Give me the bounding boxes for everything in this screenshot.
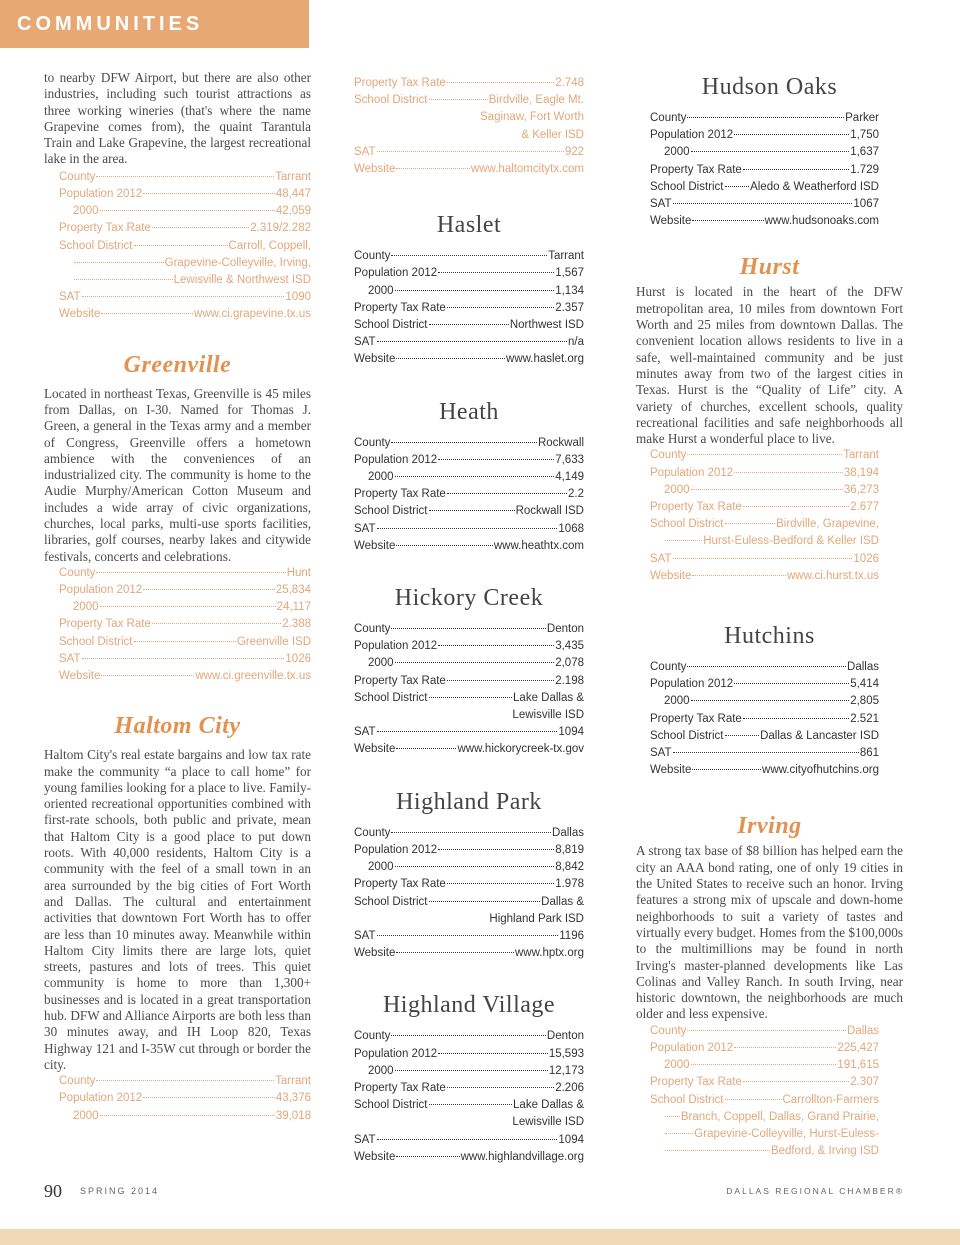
irving-heading: Irving — [737, 813, 802, 840]
stat-sat: SAT 1090 — [59, 291, 311, 304]
stat-county: County Tarrant — [354, 250, 584, 263]
stat-sat: SAT 1068 — [354, 522, 584, 535]
haltom-city-stats-cont — [354, 75, 584, 178]
stat-sat: SAT 922 — [354, 145, 584, 158]
stat-tax-rate: Property Tax Rate 2.748 — [354, 77, 584, 89]
irving-text: A strong tax base of $8 billion has helped earn the city an AAA bond rating, one of only 19 cities in the United States to receive such an honor. Irving features a strong mix of upscale and down-home neighborhoods to suit a variety of tastes and virtually every budget. Homes from the $100,000s to the multimillions may be found in north Irving's master-planned developments like Las Colinas and Valley Ranch. In south Irving, near historic downtown, the neighborhoods are much older and less expensive. — [636, 843, 903, 1022]
heath-heading: Heath — [439, 398, 499, 425]
stat-school-district: School District Dallas & — [354, 895, 584, 908]
stat-tax-rate: Property Tax Rate 2.206 — [354, 1081, 584, 1094]
stat-school-district: School District Greenville ISD — [59, 635, 311, 648]
stat-tax-rate: Property Tax Rate 1.978 — [354, 878, 584, 891]
greenville-heading: Greenville — [123, 351, 232, 378]
stat-school-district-cont: Highland Park ISD — [489, 912, 584, 925]
stat-website: Website www.hudsonoaks.com — [650, 215, 879, 228]
stat-school-district: School District Aledo & Weatherford ISD — [650, 180, 879, 193]
stat-population-2000: 2000 42,059 — [73, 205, 311, 218]
haslet-heading: Haslet — [436, 212, 502, 239]
hickory-creek-stats — [354, 621, 584, 759]
page-number: 90 — [44, 1181, 62, 1201]
hutchins-stats — [636, 659, 903, 779]
stat-tax-rate: Property Tax Rate 2.357 — [354, 301, 584, 314]
hudson-oaks-stats — [636, 110, 903, 230]
stat-school-district-cont: Lewisville ISD — [512, 1116, 584, 1129]
heath-stats — [354, 435, 584, 555]
stat-school-district-cont: Bedford, & Irving ISD — [650, 1143, 879, 1160]
stat-school-district-cont: Hurst-Euless-Bedford & Keller ISD — [650, 533, 879, 550]
highland-village-stats — [354, 1028, 584, 1166]
stat-county: County Dallas — [650, 661, 879, 674]
highland-park-heading: Highland Park — [396, 788, 542, 815]
grapevine-intro-text: to nearby DFW Airport, but there are also other industries, including such tourist attractions as three working wineries (that's where the name Grapevine comes from), the quaint Tarantula Train and Lake Grapevine, the largest recreational lake in the area. — [44, 70, 311, 167]
stat-population-2000: 2000 2,078 — [368, 657, 584, 670]
stat-population-2000: 2000 8,842 — [368, 861, 584, 874]
stat-tax-rate: Property Tax Rate 2.2 — [354, 488, 584, 501]
stat-school-district: School District Lake Dallas & — [354, 691, 584, 704]
stat-school-district: School District Rockwall ISD — [354, 505, 584, 518]
stat-website: Website www.hickorycreek-tx.gov — [354, 743, 584, 756]
greenville-stats — [44, 565, 311, 685]
stat-school-district-cont: Saginaw, Fort Worth — [480, 111, 584, 124]
stat-population-2000: 2000 12,173 — [368, 1064, 584, 1077]
greenville-text: Located in northeast Texas, Greenville is 45 miles from Dallas, on I-30. Named for Thomas J. Green, a general in the Texas army and a member of Congress, Greenville offers a hometown ambience with the conveniences of an industrialized city. The community is home to the Audie Murphy/American Cotton Museum and includes a wide array of civic organizations, churches, local parks, multi-use sports facilities, libraries, golf courses, nearby lakes and citywide festivals, concerts and celebrations. — [44, 385, 311, 564]
stat-website: Website www.highlandvillage.org — [354, 1150, 584, 1163]
stat-sat: SAT 1094 — [354, 1133, 584, 1146]
stat-tax-rate: Property Tax Rate 2.307 — [650, 1076, 879, 1089]
stat-website: Website www.haltomcitytx.com — [354, 163, 584, 176]
stat-sat: SAT 1094 — [354, 726, 584, 739]
highland-park-stats — [354, 825, 584, 963]
stat-population: Population 2012 38,194 — [650, 466, 879, 479]
stat-website: Website www.hptx.org — [354, 947, 584, 960]
stat-county: County Rockwall — [354, 436, 584, 449]
stat-school-district: School District Birdville, Grapevine, — [650, 518, 879, 531]
stat-school-district: School District Northwest ISD — [354, 319, 584, 332]
stat-school-district: School District Lake Dallas & — [354, 1099, 584, 1112]
stat-county: County Dallas — [650, 1024, 879, 1037]
stat-sat: SAT 1067 — [650, 198, 879, 211]
stat-sat: SAT n/a — [354, 336, 584, 349]
stat-population: Population 2012 1,567 — [354, 267, 584, 280]
stat-county: County Tarrant — [650, 449, 879, 462]
stat-tax-rate: Property Tax Rate 1.729 — [650, 163, 879, 176]
stat-website: Website www.ci.greenville.tx.us — [59, 670, 311, 683]
stat-tax-rate: Property Tax Rate 2.677 — [650, 501, 879, 513]
stat-population-2000: 2000 24,117 — [73, 601, 311, 614]
stat-county: County Denton — [354, 1030, 584, 1043]
section-header — [0, 0, 309, 48]
stat-school-district-cont: Grapevine-Colleyville, Irving, — [59, 255, 311, 272]
stat-website: Website www.heathtx.com — [354, 539, 584, 552]
stat-tax-rate: Property Tax Rate 2.521 — [650, 712, 879, 725]
stat-school-district: School District Carrollton-Farmers — [650, 1093, 879, 1106]
haltom-city-stats — [44, 1073, 311, 1125]
hurst-text: Hurst is located in the heart of the DFW metropolitan area, 10 miles from downtown Fort Worth and 25 miles from downtown Dallas. The convenient location allows residents to live in a safe, well-maintained community and be just minutes away from two of the largest cities in Texas. Hurst is the “Quality of Life” city. A variety of churches, excellent schools, quality recreational facilities and safe neighborhoods all make Hurst a wonderful place to live. — [636, 284, 903, 447]
stat-school-district-cont: Branch, Coppell, Dallas, Grand Prairie, — [650, 1109, 879, 1126]
stat-county: County Parker — [650, 112, 879, 124]
stat-website: Website www.ci.grapevine.tx.us — [59, 308, 311, 321]
stat-school-district-cont: Lewisville ISD — [512, 709, 584, 722]
haltom-city-heading: Haltom City — [114, 713, 241, 740]
grapevine-stats — [44, 169, 311, 324]
hurst-stats — [636, 447, 903, 585]
stat-population: Population 2012 5,414 — [650, 678, 879, 691]
stat-tax-rate: Property Tax Rate 2.198 — [354, 674, 584, 687]
column-2 — [354, 75, 584, 1166]
stat-population: Population 2012 48,447 — [59, 187, 311, 200]
stat-population-2000: 2000 39,018 — [73, 1109, 311, 1122]
haslet-stats — [354, 248, 584, 368]
hickory-creek-heading: Hickory Creek — [394, 585, 544, 612]
highland-village-heading: Highland Village — [382, 992, 556, 1019]
stat-school-district-cont: & Keller ISD — [521, 128, 584, 141]
stat-school-district: School District Carroll, Coppell, — [59, 239, 311, 252]
stat-website: Website www.haslet.org — [354, 353, 584, 366]
publisher-label: DALLAS REGIONAL CHAMBER® — [726, 1186, 904, 1196]
stat-population: Population 2012 225,427 — [650, 1041, 879, 1054]
section-title: COMMUNITIES — [17, 13, 204, 35]
stat-county: County Dallas — [354, 826, 584, 839]
stat-sat: SAT 1026 — [650, 552, 879, 565]
stat-population-2000: 2000 4,149 — [368, 471, 584, 484]
stat-tax-rate: Property Tax Rate 2.388 — [59, 618, 311, 631]
stat-website: Website www.cityofhutchins.org — [650, 764, 879, 777]
stat-sat: SAT 1196 — [354, 929, 584, 942]
stat-school-district-cont: Grapevine-Colleyville, Hurst-Euless- — [650, 1126, 879, 1143]
stat-population-2000: 2000 191,615 — [664, 1059, 879, 1072]
stat-county: County Tarrant — [59, 170, 311, 183]
stat-population-2000: 2000 1,637 — [664, 146, 879, 159]
stat-county: County Denton — [354, 623, 584, 636]
haltom-city-text: Haltom City's real estate bargains and low tax rate make the community “a place to call home” for young families looking for a place to live. Family-oriented recreational opportunities combined with first-rate schools, both public and private, mean that Haltom City is a good place to put down roots. With 40,000 residents, Haltom City is a community with the feel of a small town in an area surrounded by the big cities of Fort Worth and Dallas. The cultural and entertainment activities that downtown Fort Worth has to offer are less than 10 minutes away. Meanwhile within Haltom City limits there are large lots, quiet streets, pastures and lots of trees. This quiet community is home to more than 1,300+ businesses and is located in a great transportation hub. DFW and Alliance Airports are both less than 30 minutes away, and IH Loop 820, Texas Highway 121 and I-35W cut through or border the city. — [44, 747, 311, 1072]
stat-population: Population 2012 25,834 — [59, 584, 311, 597]
hutchins-heading: Hutchins — [724, 623, 815, 650]
stat-population: Population 2012 1,750 — [650, 129, 879, 142]
stat-school-district: School District Birdville, Eagle Mt. — [354, 94, 584, 107]
stat-population: Population 2012 7,633 — [354, 453, 584, 466]
stat-sat: SAT 1026 — [59, 652, 311, 665]
stat-population-2000: 2000 1,134 — [368, 284, 584, 297]
column-1 — [44, 70, 311, 1125]
stat-school-district-cont: Lewisville & Northwest ISD — [59, 272, 311, 289]
column-3 — [636, 72, 903, 1160]
stat-population-2000: 2000 2,805 — [664, 695, 879, 708]
issue-label: SPRING 2014 — [80, 1186, 160, 1196]
hudson-oaks-heading: Hudson Oaks — [701, 74, 838, 100]
stat-population: Population 2012 8,819 — [354, 843, 584, 856]
stat-county: County Tarrant — [59, 1075, 311, 1088]
stat-population: Population 2012 3,435 — [354, 640, 584, 653]
stat-school-district: School District Dallas & Lancaster ISD — [650, 729, 879, 742]
stat-tax-rate: Property Tax Rate 2.319/2.282 — [59, 222, 311, 235]
irving-stats — [636, 1023, 903, 1161]
stat-population: Population 2012 15,593 — [354, 1047, 584, 1060]
hurst-heading: Hurst — [739, 254, 800, 281]
stat-population-2000: 2000 36,273 — [664, 483, 879, 496]
stat-sat: SAT 861 — [650, 747, 879, 760]
stat-website: Website www.ci.hurst.tx.us — [650, 569, 879, 582]
stat-population: Population 2012 43,376 — [59, 1092, 311, 1105]
stat-county: County Hunt — [59, 566, 311, 579]
bottom-bar — [0, 1229, 960, 1245]
